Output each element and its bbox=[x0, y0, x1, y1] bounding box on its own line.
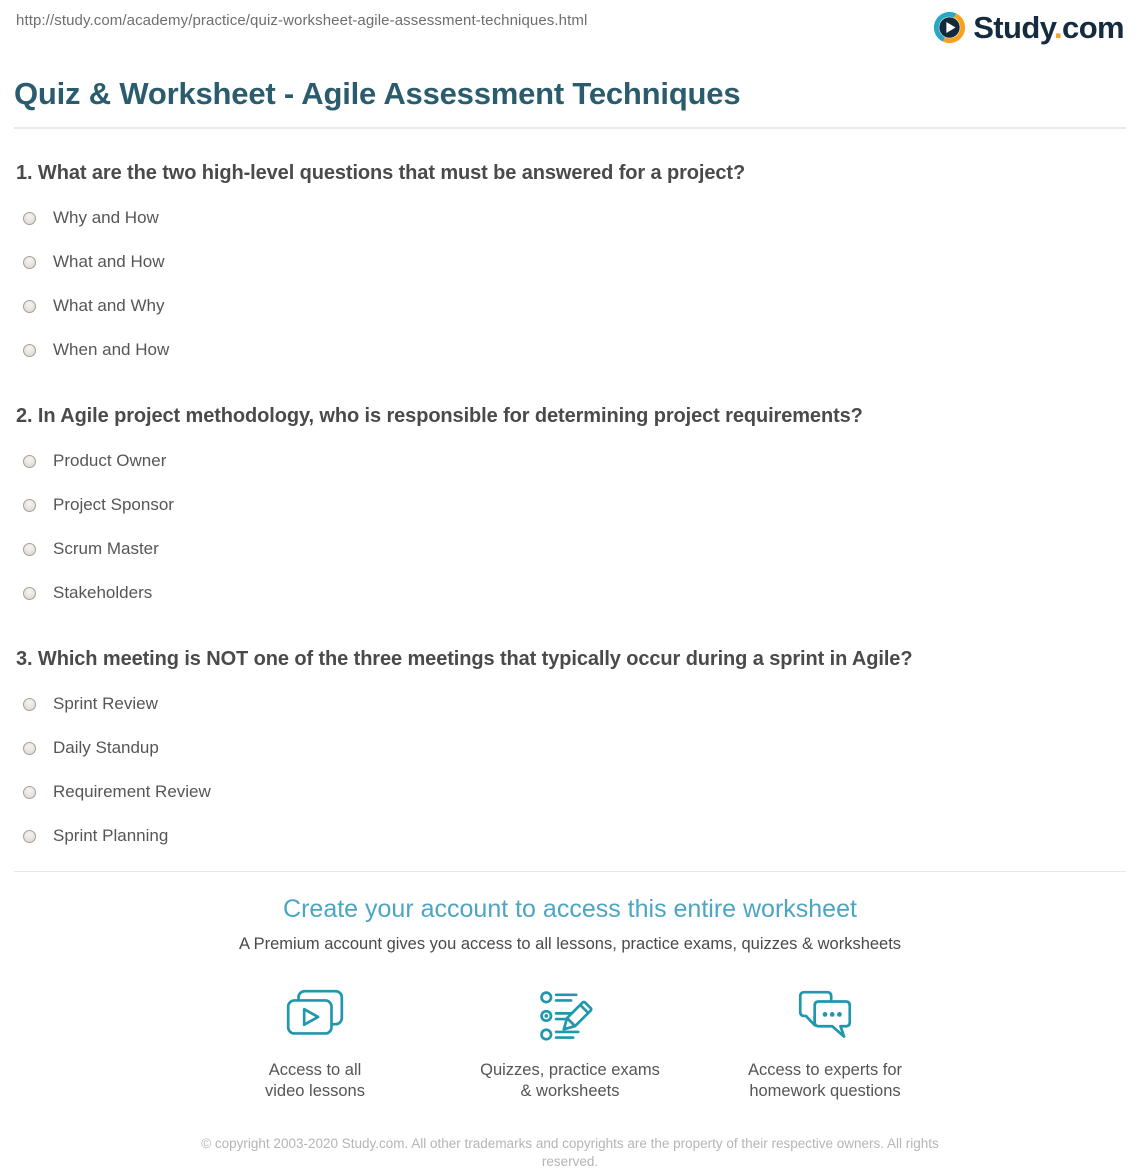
title-divider bbox=[14, 127, 1126, 129]
study-play-icon bbox=[931, 9, 968, 46]
option-row[interactable] bbox=[16, 439, 1140, 483]
question-title: 3. Which meeting is NOT one of the three meetings that typically occur during a sprint in Agile? bbox=[16, 648, 913, 670]
option-label: Sprint Review bbox=[53, 694, 158, 713]
option-label: What and Why bbox=[53, 296, 165, 315]
option-row[interactable] bbox=[16, 483, 1140, 527]
section-divider bbox=[14, 871, 1126, 872]
feature-video-lessons bbox=[208, 988, 423, 1103]
expert-chat-icon bbox=[792, 1035, 858, 1052]
radio-button[interactable] bbox=[23, 256, 36, 269]
video-lessons-icon bbox=[282, 1035, 348, 1052]
option-row[interactable] bbox=[16, 196, 1140, 240]
option-row[interactable] bbox=[16, 682, 1140, 726]
radio-button[interactable] bbox=[23, 212, 36, 225]
study-logo-text: Study.com bbox=[973, 10, 1124, 45]
option-row[interactable] bbox=[16, 726, 1140, 770]
radio-button[interactable] bbox=[23, 830, 36, 843]
quizzes-worksheets-icon bbox=[537, 1035, 603, 1052]
option-label: What and How bbox=[53, 252, 165, 271]
radio-button[interactable] bbox=[23, 543, 36, 556]
option-row[interactable] bbox=[16, 328, 1140, 372]
option-row[interactable] bbox=[16, 240, 1140, 284]
radio-button[interactable] bbox=[23, 455, 36, 468]
question-title: 1. What are the two high-level questions that must be answered for a project? bbox=[16, 162, 746, 184]
radio-button[interactable] bbox=[23, 698, 36, 711]
cta-section bbox=[0, 895, 1140, 1103]
option-label: Sprint Planning bbox=[53, 826, 169, 845]
radio-button[interactable] bbox=[23, 499, 36, 512]
option-label: Product Owner bbox=[53, 451, 167, 470]
option-label: Stakeholders bbox=[53, 583, 153, 602]
option-label: When and How bbox=[53, 340, 170, 359]
study-logo[interactable] bbox=[931, 9, 1124, 46]
question-title: 2. In Agile project methodology, who is responsible for determining project requirements? bbox=[16, 405, 863, 427]
logo-dot: . bbox=[1054, 10, 1063, 45]
radio-button[interactable] bbox=[23, 344, 36, 357]
feature-quizzes-worksheets bbox=[463, 988, 678, 1103]
feature-list bbox=[0, 988, 1140, 1103]
option-row[interactable] bbox=[16, 284, 1140, 328]
cta-subtitle: A Premium account gives you access to all lessons, practice exams, quizzes & worksheets bbox=[238, 935, 902, 953]
option-label: Requirement Review bbox=[53, 782, 211, 801]
option-row[interactable] bbox=[16, 527, 1140, 571]
page-header bbox=[0, 0, 1140, 52]
radio-button[interactable] bbox=[23, 742, 36, 755]
question-1 bbox=[0, 162, 1140, 372]
radio-button[interactable] bbox=[23, 300, 36, 313]
option-row[interactable] bbox=[16, 814, 1140, 858]
page-url: http://study.com/academy/practice/quiz-worksheet-agile-assessment-techniques.html bbox=[16, 12, 588, 29]
option-label: Daily Standup bbox=[53, 738, 159, 757]
copyright-notice: © copyright 2003-2020 Study.com. All other trademarks and copyrights are the property of their respective owners. All rights reserved. bbox=[201, 1135, 939, 1170]
radio-button[interactable] bbox=[23, 786, 36, 799]
feature-label: Access to experts for homework questions bbox=[747, 1061, 903, 1101]
option-row[interactable] bbox=[16, 770, 1140, 814]
create-account-link[interactable]: Create your account to access this entire worksheet bbox=[283, 895, 857, 923]
feature-label: Quizzes, practice exams & worksheets bbox=[480, 1061, 660, 1101]
option-label: Scrum Master bbox=[53, 539, 159, 558]
page-title: Quiz & Worksheet - Agile Assessment Techniques bbox=[14, 76, 741, 111]
option-label: Why and How bbox=[53, 208, 159, 227]
option-row[interactable] bbox=[16, 571, 1140, 615]
question-3 bbox=[0, 648, 1140, 858]
option-label: Project Sponsor bbox=[53, 495, 174, 514]
feature-label: Access to all video lessons bbox=[265, 1061, 365, 1101]
feature-expert-chat bbox=[718, 988, 933, 1103]
radio-button[interactable] bbox=[23, 587, 36, 600]
question-2 bbox=[0, 405, 1140, 615]
